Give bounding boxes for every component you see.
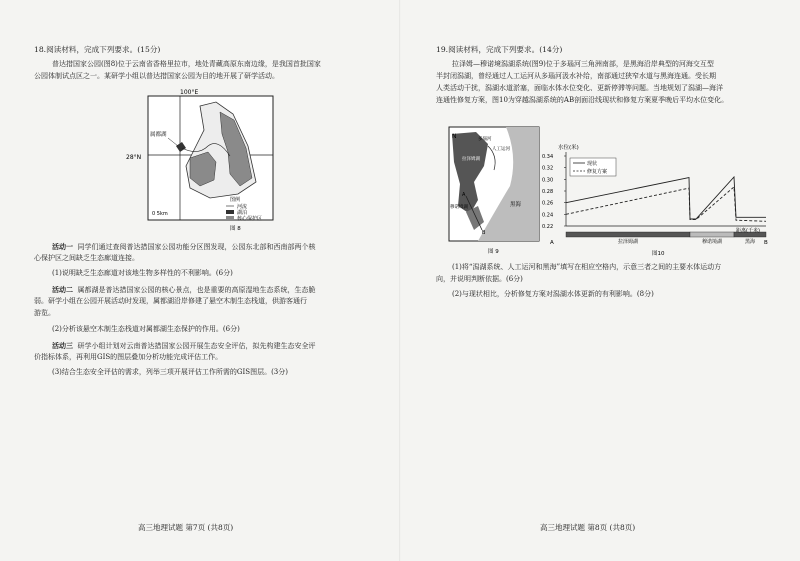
q19-intro-line-4: 连通性修复方案，图10为穿越潟湖系统的AB剖面沿线现状和修复方案夏季晚后平均水位变化。 <box>436 96 729 104</box>
y-tick-label: 0.28 <box>542 189 554 195</box>
legend-core-symbol <box>226 216 234 220</box>
footer-page-7: 高三地理试题 第7页 (共8页) <box>138 523 234 532</box>
y-tick-label: 0.34 <box>542 154 554 160</box>
x-start-label: A <box>550 240 554 246</box>
act3-line-2: 价指标体系，再利用GIS的图层叠加分析功能完成评估工作。 <box>34 353 223 361</box>
q19-intro-line-1: 拉泽姆—穆诺境潟湖系统(图9)位于多瑙河三角洲南部，是黑海沿岸典型的河海交互型 <box>452 60 714 68</box>
canal-label: 人工运河 <box>492 147 510 152</box>
act3-text-1: 研学小组计划对云南普达措国家公园开展生态安全评估，拟先构建生态安全评 <box>77 342 316 350</box>
legend-series-2: 修复方案 <box>587 169 608 175</box>
act1-line-1 <box>52 241 315 253</box>
point-b: B <box>482 230 486 236</box>
map-fig8 <box>126 86 280 232</box>
fig9-caption: 图 9 <box>488 249 499 255</box>
chart-ylabel: 水位(米) <box>558 145 579 151</box>
segment-bar <box>690 232 734 237</box>
y-tick-label: 0.22 <box>542 224 554 230</box>
fig8-caption: 图 8 <box>230 226 241 232</box>
q19-1-line-2: 向，并说明判断依据。(6分) <box>436 275 523 283</box>
legend-lake-symbol <box>226 210 234 214</box>
razelm-label: 拉泽姆湖 <box>462 157 480 162</box>
map-fig9 <box>448 126 540 256</box>
segment-label: 拉泽姆湖 <box>617 239 639 245</box>
segment-bar <box>566 232 690 237</box>
q18-3: (3)结合生态安全评估的需求，列举三项开展评估工作所需的GIS图层。(3分) <box>52 368 288 376</box>
q19-heading: 19.阅读材料，完成下列要求。(14分) <box>436 45 563 54</box>
black-sea-label: 黑海 <box>510 202 522 208</box>
series-line-1 <box>566 177 766 219</box>
act1-line-2: 心保护区之间缺乏生态廊道连接。 <box>34 254 139 262</box>
legend-series-1: 现状 <box>587 161 598 167</box>
chart-series <box>566 177 766 221</box>
act2-line-2: 弱。研学小组在公园开展活动时发现，属都湖沿岸修建了悬空木制生态栈道，供游客通行 <box>34 297 307 305</box>
q19-intro-line-3: 人类活动干扰，潟湖水道淤塞，面临水体水位变化、更新停滞等问题。当地规划了潟湖—海洋 <box>436 84 723 92</box>
q18-heading: 18.阅读材料，完成下列要求。(15分) <box>34 45 161 54</box>
act3-line-1 <box>52 340 315 352</box>
y-tick-label: 0.26 <box>542 200 554 207</box>
act2-text-1: 属都湖是普达措国家公园的核心景点，也是重要的高原湿地生态系统，生态脆 <box>77 286 316 294</box>
scale-label: 0 5km <box>152 211 168 217</box>
sinoe-label: 穆诺境湖 <box>450 205 468 210</box>
legend-title: 图例 <box>230 197 241 203</box>
q18-1: (1)说明缺乏生态廊道对该地生物多样性的不利影响。(6分) <box>52 269 233 277</box>
lat-label: 28°N <box>126 154 142 161</box>
water-level-chart <box>540 140 780 258</box>
exam-page-8 <box>400 0 800 561</box>
chart-legend <box>570 158 616 176</box>
q18-intro-line-1: 普达措国家公园(图8)位于云南省香格里拉市，地处青藏高原东南边缘，是我国首批国家 <box>52 60 321 68</box>
fig10-caption: 图10 <box>652 251 665 257</box>
legend-lake: 湖泊 <box>237 210 248 216</box>
chart-xlabel: 距离(千米) <box>736 228 760 234</box>
q19-intro-line-2: 半封闭潟湖，曾经通过人工运河从多瑙河汲水补给，南部通过狭窄水道与黑海连通。受长期 <box>436 72 716 80</box>
act2-line-1 <box>52 284 315 296</box>
q19-1-line-1: (1)将“潟湖系统、人工运河和黑海”填写在相应空格内，示意三者之间的主要水体运动方 <box>452 263 722 271</box>
act2-label: 活动二 <box>52 285 73 294</box>
lake-label: 属都湖 <box>150 132 167 138</box>
point-a: A <box>462 192 466 198</box>
legend-core: 核心保护区 <box>237 216 263 222</box>
q19-2: (2)与现状相比，分析修复方案对潟湖水体更新的有利影响。(8分) <box>452 290 654 298</box>
lon-label: 100°E <box>180 89 199 96</box>
legend-river: 河流 <box>237 204 248 210</box>
q18-intro-line-2: 公园体制试点区之一。某研学小组以普达措国家公园为目的地开展了研学活动。 <box>34 72 279 80</box>
core-zone-southwest <box>190 152 216 186</box>
y-tick-label: 0.30 <box>542 177 554 184</box>
segment-label: 黑海 <box>744 239 756 245</box>
act1-text-1: 同学们通过查阅普达措国家公园功能分区图发现，公园东北部和西南部两个核 <box>77 243 316 251</box>
north-arrow: N <box>452 133 457 140</box>
act2-line-3: 游览。 <box>34 309 55 317</box>
act1-label: 活动一 <box>52 242 73 251</box>
danube-label: 多瑙河 <box>478 137 492 142</box>
y-tick-label: 0.24 <box>542 212 554 219</box>
series-line-2 <box>566 187 766 221</box>
y-tick-label: 0.32 <box>542 165 554 172</box>
footer-page-8: 高三地理试题 第8页 (共8页) <box>540 523 636 532</box>
act3-label: 活动三 <box>52 341 73 350</box>
segment-label: 穆诺境湖 <box>701 239 723 245</box>
q18-2: (2)分析该悬空木制生态栈道对属都湖生态保护的作用。(6分) <box>52 325 240 333</box>
x-end-label: B <box>764 240 768 246</box>
